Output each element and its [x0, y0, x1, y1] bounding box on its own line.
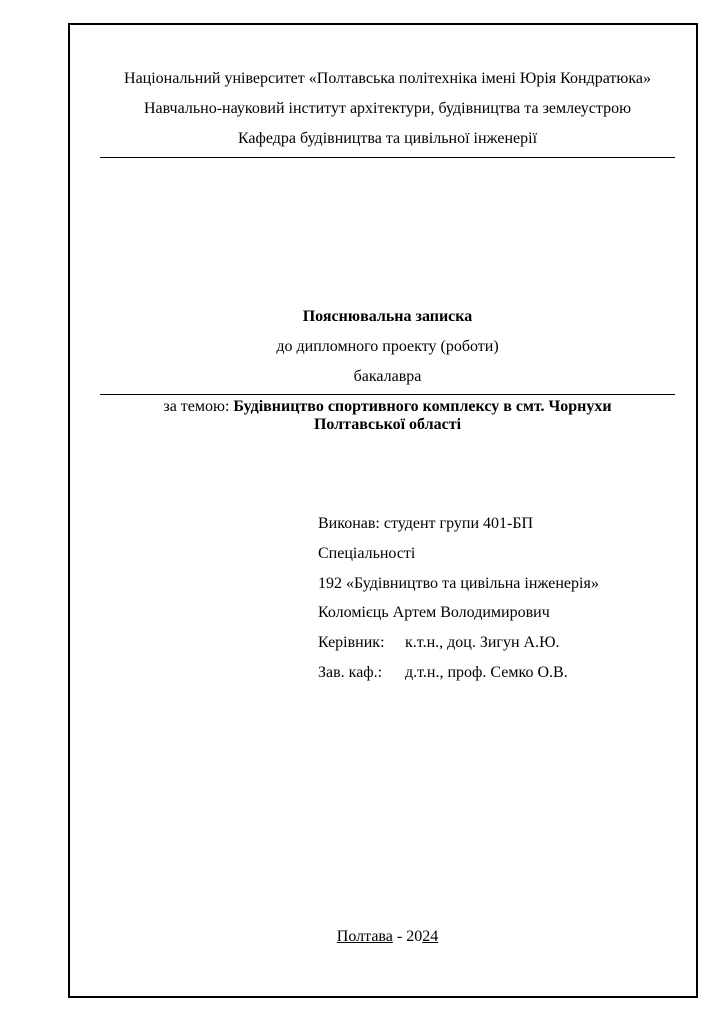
specialty-value: 192 «Будівництво та цивільна інженерія» [318, 575, 599, 592]
supervisor-row [318, 633, 560, 653]
university-name: Національний університет «Полтавська політехніка імені Юрія Кондратюка» [124, 70, 651, 87]
topic-title-part-1: Будівництво спортивного комплексу в смт. Чорнухи [233, 398, 612, 415]
institute-name: Навчально-науковий інститут архітектури, будівництва та землеустрою [143, 100, 632, 117]
degree-label: бакалавра [353, 368, 422, 385]
student-name: Коломієць Артем Володимирович [318, 604, 550, 621]
document-title: Пояснювальна записка [302, 308, 473, 325]
supervisor-value: к.т.н., доц. Зигун А.Ю. [405, 634, 560, 651]
footer-city: Полтава [336, 928, 393, 945]
specialty-label: Спеціальності [318, 545, 416, 562]
head-row [318, 663, 568, 683]
head-label: Зав. каф.: [318, 664, 383, 681]
head-value: д.т.н., проф. Семко О.В. [405, 664, 568, 681]
department-name: Кафедра будівництва та цивільної інженерії [237, 130, 538, 147]
footer-separator: - 20 [392, 928, 423, 945]
title-divider [100, 394, 675, 395]
footer-year-end: 24 [422, 928, 439, 945]
topic-prefix: за темою: [163, 398, 230, 415]
document-subtitle: до дипломного проекту (роботи) [276, 338, 499, 355]
header-divider [100, 157, 675, 158]
performed-by: Виконав: студент групи 401-БП [318, 515, 534, 532]
supervisor-label: Керівник: [318, 634, 385, 651]
footer-city-year [100, 927, 675, 947]
page-border [68, 23, 698, 998]
topic-line-1 [100, 397, 675, 417]
topic-line-2: Полтавської області [313, 416, 462, 433]
